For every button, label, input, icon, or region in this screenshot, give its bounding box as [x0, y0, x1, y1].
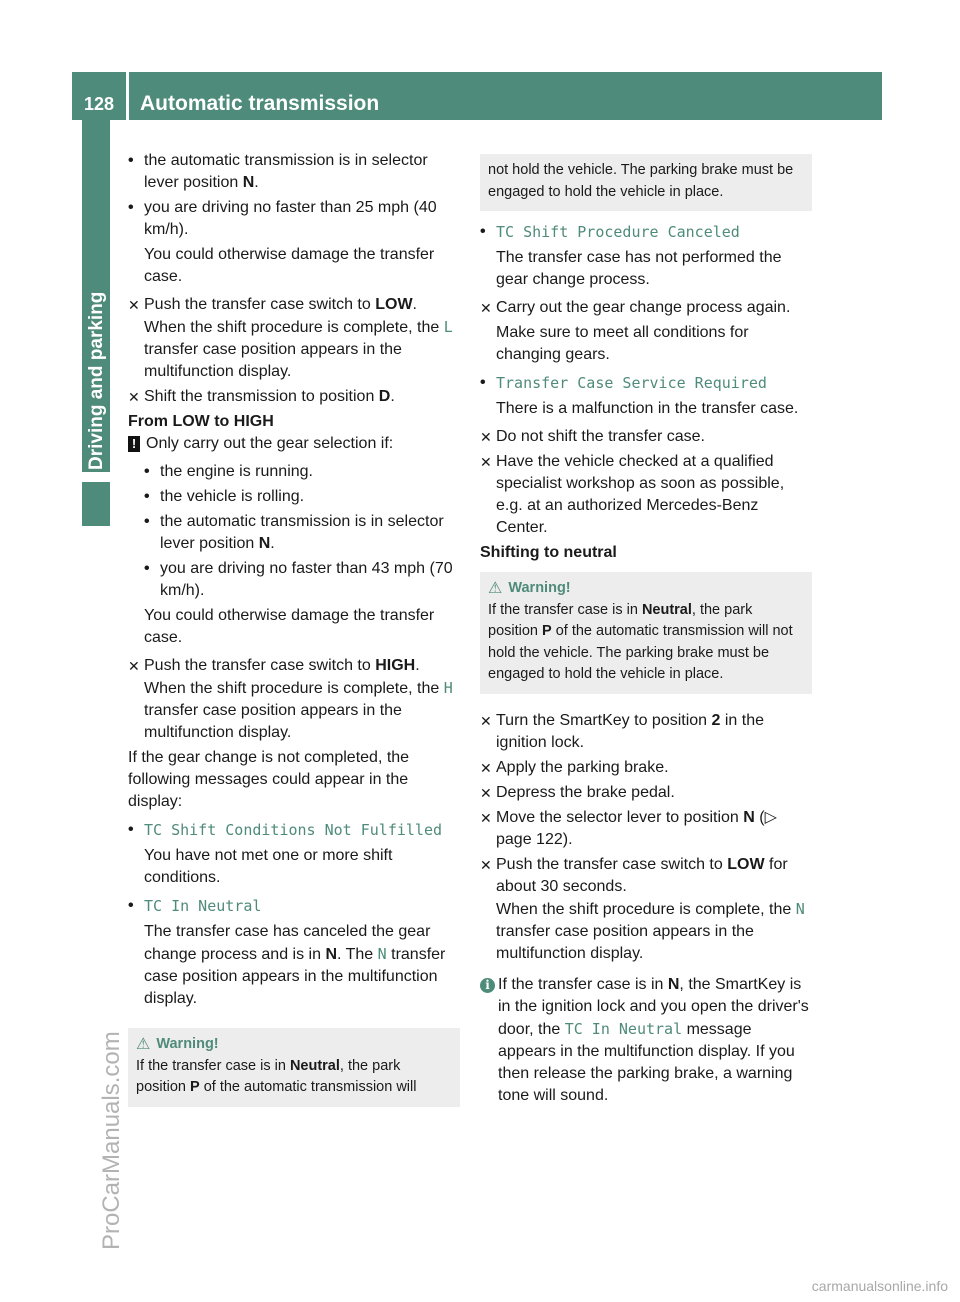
paragraph: You have not met one or more shift conditions. [144, 847, 393, 886]
step-item: ✕ Do not shift the transfer case. [480, 426, 812, 448]
notice: ! Only carry out the gear selection if: [128, 433, 460, 455]
step-x-icon: ✕ [128, 658, 140, 674]
paragraph: Make sure to meet all conditions for changing gears. [496, 324, 749, 363]
list-item [480, 372, 812, 395]
step-item: ✕ Push the transfer case switch to LOW for about 30 seconds. When the shift procedure is complete, the N transfer case position appears in the multifunction display. [480, 854, 812, 965]
list-item [128, 819, 460, 842]
step-x-icon: ✕ [480, 454, 492, 470]
side-tab-block [82, 482, 110, 526]
step-x-icon: ✕ [128, 389, 140, 405]
info-icon: i [480, 978, 495, 993]
list-item: • the engine is running. [128, 461, 460, 483]
step-item: ✕ Depress the brake pedal. [480, 782, 812, 804]
right-column [480, 150, 812, 1110]
step-item: ✕ Push the transfer case switch to HIGH. When the shift procedure is complete, the H transfer case position appears in the multifunction display. [128, 655, 460, 744]
step-x-icon: ✕ [480, 759, 492, 776]
step-x-icon: ✕ [128, 297, 140, 313]
left-column [128, 150, 460, 1117]
step-item: ✕ Shift the transmission to position D. [128, 386, 460, 408]
page-header [72, 72, 882, 120]
warning-box-continued: not hold the vehicle. The parking brake must be engaged to hold the vehicle in place. [480, 154, 812, 211]
bullet-icon: • [144, 560, 150, 577]
paragraph: There is a malfunction in the transfer case. [496, 400, 799, 417]
info-note: i If the transfer case is in N, the SmartKey is in the ignition lock and you open the driver's door, the TC In Neutral message appears in the multifunction display. If you then release the parking brake, a warning tone will sound. [480, 974, 812, 1107]
bullet-icon: • [128, 897, 134, 914]
paragraph: The transfer case has not performed the gear change process. [496, 249, 782, 288]
warning-box: ⚠ Warning! If the transfer case is in Neutral, the park position P of the automatic transmission will [128, 1028, 460, 1107]
step-item: ✕ Have the vehicle checked at a qualified specialist workshop as soon as possible, e.g. at an authorized Mercedes-Benz Center. [480, 451, 812, 539]
step-x-icon: ✕ [480, 856, 492, 873]
step-x-icon: ✕ [480, 784, 492, 801]
paragraph: If the gear change is not completed, the following messages could appear in the display: [128, 749, 410, 810]
step-item: ✕ Carry out the gear change process again. [480, 297, 812, 319]
warning-box: ⚠ Warning! If the transfer case is in Neutral, the park position P of the automatic transmission will not hold the vehicle. The parking brake must be engaged to hold the vehicle in place. [480, 572, 812, 694]
step-item: ✕ Apply the parking brake. [480, 757, 812, 779]
paragraph: You could otherwise damage the transfer case. [144, 607, 435, 646]
list-item: • the vehicle is rolling. [128, 486, 460, 508]
watermark: ProCarManuals.com [98, 1031, 125, 1250]
step-x-icon: ✕ [480, 712, 492, 729]
paragraph: The transfer case has canceled the gear change process and is in N. The N transfer case position appears in the multifunction display. [144, 923, 446, 1007]
display-message: TC In Neutral [144, 897, 262, 915]
bullet-icon: • [144, 463, 150, 480]
side-tab-label: Driving and parking [86, 291, 107, 470]
list-item: • you are driving no faster than 43 mph (70 km/h). [128, 558, 460, 602]
bullet-icon: • [144, 513, 150, 530]
step-x-icon: ✕ [480, 429, 492, 445]
section-heading: From LOW to HIGH [128, 413, 274, 430]
step-item: ✕ Push the transfer case switch to LOW. When the shift procedure is complete, the L transfer case position appears in the multifunction display. [128, 294, 460, 383]
step-x-icon: ✕ [480, 809, 492, 826]
page-title: Automatic transmission [140, 92, 380, 115]
exclamation-icon: ! [128, 436, 140, 452]
bullet-icon: • [480, 223, 486, 240]
list-item: • the automatic transmission is in selector lever position N. [128, 511, 460, 555]
display-message: TC Shift Procedure Canceled [496, 223, 740, 241]
bullet-icon: • [144, 488, 150, 505]
display-message: Transfer Case Service Required [496, 374, 767, 392]
warning-triangle-icon: ⚠ [136, 1036, 151, 1053]
paragraph: You could otherwise damage the transfer case. [144, 246, 435, 285]
list-item [480, 221, 812, 244]
bullet-icon: • [128, 199, 134, 216]
footer-watermark: carmanualsonline.info [811, 1278, 948, 1294]
list-item: • you are driving no faster than 25 mph (40 km/h). [128, 197, 460, 241]
page-number: 128 [84, 94, 115, 114]
warning-triangle-icon: ⚠ [488, 580, 503, 597]
bullet-icon: • [480, 374, 486, 391]
header-divider [126, 72, 129, 120]
list-item [128, 895, 460, 918]
bullet-icon: • [128, 152, 134, 169]
list-item: • the automatic transmission is in selector lever position N. [128, 150, 460, 194]
display-message: TC Shift Conditions Not Fulfilled [144, 821, 443, 839]
step-x-icon: ✕ [480, 300, 492, 316]
step-item: ✕ Turn the SmartKey to position 2 in the ignition lock. [480, 710, 812, 754]
section-heading: Shifting to neutral [480, 544, 617, 561]
step-item: ✕ Move the selector lever to position N (▷ page 122). [480, 807, 812, 851]
bullet-icon: • [128, 821, 134, 838]
